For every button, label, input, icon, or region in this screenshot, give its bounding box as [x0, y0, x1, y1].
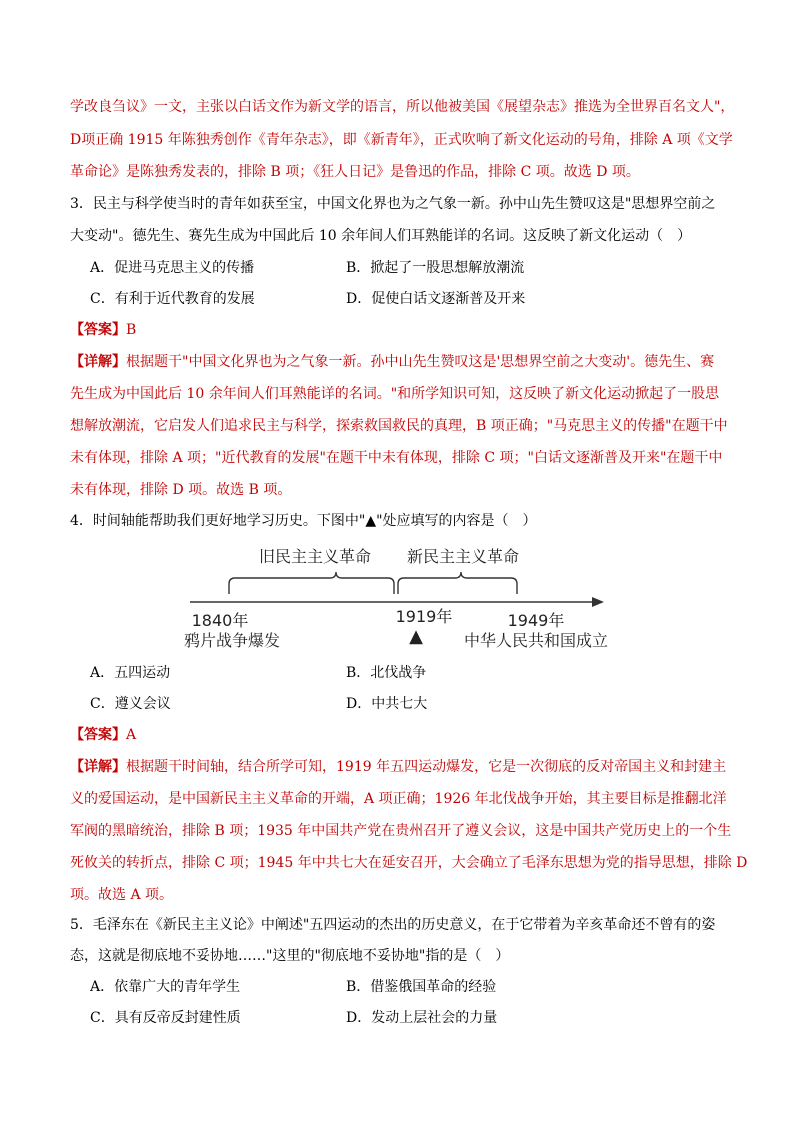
q4-answer-label: 【答案】 [70, 727, 126, 743]
q3-detail-line-4: 未有体现，排除 A 项；"近代教育的发展"在题干中未有体现，排除 C 项；"白话文逐渐普及开来"在题干中 [70, 450, 723, 466]
q5-option-a: A．依靠广大的青年学生 [90, 979, 241, 995]
new-revolution-label: 新民主主义革命 [406, 547, 520, 566]
q4-option-d: D．中共七大 [346, 696, 428, 712]
event-opium-war: 鸦片战争爆发 [183, 631, 281, 650]
q4-detail-label: 【详解】 [70, 759, 126, 775]
q4-stem: 4．时间轴能帮助我们更好地学习历史。下图中"▲"处应填写的内容是（ ） [70, 513, 537, 529]
q5-option-c: C．具有反帝反封建性质 [90, 1010, 241, 1026]
year-1949: 1949年 [507, 611, 565, 630]
q3-answer-label: 【答案】 [70, 322, 126, 338]
q5-option-b: B．借鉴俄国革命的经验 [346, 979, 497, 995]
year-1919: 1919年 [395, 607, 453, 626]
q4-detail-line-3: 军阀的黑暗统治，排除 B 项；1935 年中国共产党在贵州召开了遵义会议，这是中国共产党历史上的一个生 [70, 823, 732, 839]
q3-detail-line-2: 先生成为中国此后 10 余年间人们耳熟能详的名词。"和所学知识可知，这反映了新文化运动掀起了一股思 [70, 386, 720, 402]
q4-answer-value: A [126, 727, 137, 743]
event-prc-founding: 中华人民共和国成立 [463, 631, 609, 650]
q4-detail-line-2: 义的爱国运动，是中国新民主主义革命的开端，A 项正确；1926 年北伐战争开始，其主要目标是推翻北洋 [70, 791, 727, 807]
triangle-marker-icon: ▲ [409, 626, 423, 647]
q3-stem-line-2: 大变动"。德先生、赛先生成为中国此后 10 余年间人们耳熟能详的名词。这反映了新文化运动（ ） [70, 228, 692, 244]
old-revolution-label: 旧民主主义革命 [258, 547, 372, 566]
q2-explanation-line-2: D项正确 1915 年陈独秀创作《青年杂志》，即《新青年》，正式吹响了新文化运动的号角，排除 A 项《文学 [70, 132, 733, 148]
q5-stem-line-2: 态，这就是彻底地不妥协地……"这里的"彻底地不妥协地"指的是（ ） [70, 948, 510, 964]
q4-detail-line-5: 项。故选 A 项。 [70, 887, 174, 903]
q5-stem-line-1: 5．毛泽东在《新民主主义论》中阐述"五四运动的杰出的历史意义，在于它带着为辛亥革命还不曾有的姿 [70, 917, 716, 933]
q3-stem-line-1: 3．民主与科学使当时的青年如获至宝，中国文化界也为之气象一新。孙中山先生赞叹这是"思想界空前之 [70, 196, 716, 212]
old-revolution-brace [229, 572, 394, 594]
q4-detail-line-1: 【详解】根据题干时间轴，结合所学可知，1919 年五四运动爆发，它是一次彻底的反对帝国主义和封建主 [70, 759, 727, 775]
year-1840: 1840年 [191, 611, 249, 630]
q3-option-b: B．掀起了一股思想解放潮流 [346, 260, 525, 276]
q3-answer-value: B [126, 322, 137, 338]
q4-option-c: C．遵义会议 [90, 696, 171, 712]
q3-detail-line-3: 想解放潮流，它启发人们追求民主与科学，探索救国救民的真理，B 项正确；"马克思主义的传播"在题干中 [70, 418, 728, 434]
q4-answer [70, 725, 136, 745]
q3-option-a: A．促进马克思主义的传播 [90, 260, 255, 276]
timeline-diagram [180, 542, 620, 652]
q3-detail-line-5: 未有体现，排除 D 项。故选 B 项。 [70, 482, 292, 498]
q3-option-d: D．促使白话文逐渐普及开来 [346, 291, 526, 307]
q3-option-c: C．有利于近代教育的发展 [90, 291, 255, 307]
q5-option-d: D．发动上层社会的力量 [346, 1010, 498, 1026]
q3-detail-line-1: 【详解】根据题干"中国文化界也为之气象一新。孙中山先生赞叹这是'思想界空前之大变动'。德先生、赛 [70, 354, 715, 370]
q4-detail-line-4: 死攸关的转折点，排除 C 项；1945 年中共七大在延安召开，大会确立了毛泽东思想为党的指导思想，排除 D [70, 855, 748, 871]
q4-option-b: B．北伐战争 [346, 665, 427, 681]
q3-answer [70, 320, 136, 340]
timeline-arrow-icon [592, 597, 604, 607]
q3-detail-label: 【详解】 [70, 354, 126, 370]
new-revolution-brace [398, 572, 517, 594]
q2-explanation-line-3: 革命论》是陈独秀发表的，排除 B 项；《狂人日记》是鲁迅的作品，排除 C 项。故选 D 项。 [70, 164, 640, 180]
q2-explanation-line-1: 学改良刍议》一文，主张以白话文作为新文学的语言，所以他被美国《展望杂志》推选为全世界百名文人"， [70, 99, 735, 115]
q4-option-a: A．五四运动 [90, 665, 171, 681]
